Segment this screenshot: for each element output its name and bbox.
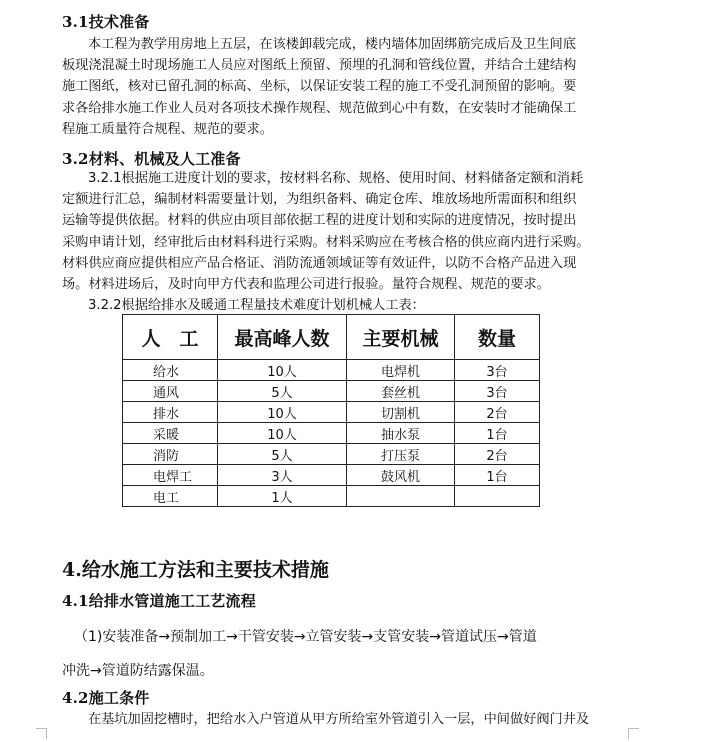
header-labor: 人 工	[123, 315, 218, 360]
paragraph-line: 3.2.1根据施工进度计划的要求，按材料名称、规格、使用时间、材料储备定额和消耗	[88, 171, 584, 186]
paragraph-line: 场。材料进场后，及时向甲方代表和监理公司进行报验。量符合规程、规范的要求。	[62, 277, 550, 293]
header-machinery: 主要机械	[347, 315, 455, 360]
paragraph-line: 冲洗→管道防结露保温。	[62, 663, 214, 679]
page-corner-mark	[628, 728, 639, 739]
cell-machine: 切割机	[347, 402, 455, 423]
paragraph-line: （1)安装准备→预制加工→干管安装→立管安装→支管安装→管道试压→管道	[74, 629, 537, 645]
cell-machine	[347, 486, 455, 507]
paragraph-line: 程施工质量符合规程、规范的要求。	[62, 121, 273, 137]
section-3-1-body	[62, 34, 622, 140]
cell-qty: 2台	[455, 402, 540, 423]
cell-labor: 电工	[123, 486, 218, 507]
cell-machine: 鼓风机	[347, 465, 455, 486]
section-4-1-heading: 4.1给排水管道施工工艺流程	[62, 592, 256, 610]
cell-labor: 排水	[123, 402, 218, 423]
cell-labor: 电焊工	[123, 465, 218, 486]
cell-qty	[455, 486, 540, 507]
cell-count: 1人	[218, 486, 347, 507]
cell-qty: 1台	[455, 465, 540, 486]
cell-qty: 2台	[455, 444, 540, 465]
cell-labor: 给水	[123, 360, 218, 381]
header-peak-count: 最高峰人数	[218, 315, 347, 360]
section-4-heading: 4.给水施工方法和主要技术措施	[62, 559, 329, 581]
table-row	[123, 381, 540, 402]
table-row	[123, 360, 540, 381]
cell-count: 5人	[218, 444, 347, 465]
table-header-row	[123, 315, 540, 360]
cell-count: 10人	[218, 402, 347, 423]
section-3-2-heading: 3.2材料、机械及人工准备	[62, 150, 241, 168]
cell-qty: 1台	[455, 423, 540, 444]
table-row	[123, 465, 540, 486]
cell-machine: 抽水泵	[347, 423, 455, 444]
paragraph-line: 运输等提供依据。材料的供应由项目部依据工程的进度计划和实际的进度情况，按时提出	[62, 213, 577, 229]
table-intro: 3.2.2根据给排水及暖通工程量技术难度计划机械人工表：	[88, 298, 425, 314]
page-corner-mark	[36, 728, 47, 739]
section-3-2-body	[62, 168, 622, 316]
cell-count: 5人	[218, 381, 347, 402]
paragraph-line: 求各给排水施工作业人员对各项技术操作规程、规范做到心中有数，在安装时才能确保工	[62, 100, 577, 116]
table-row	[123, 402, 540, 423]
cell-count: 10人	[218, 423, 347, 444]
labor-machinery-table	[122, 314, 540, 507]
paragraph-line: 材料供应商应提供相应产品合格证、消防流通领域证等有效证件，以防不合格产品进入现	[62, 255, 577, 271]
paragraph-line: 板现浇混凝土时现场施工人员应对图纸上预留、预埋的孔洞和管线位置，并结合土建结构	[62, 58, 577, 74]
section-4-2-body	[62, 709, 622, 730]
cell-qty: 3台	[455, 381, 540, 402]
cell-count: 3人	[218, 465, 347, 486]
cell-labor: 采暖	[123, 423, 218, 444]
cell-machine: 套丝机	[347, 381, 455, 402]
cell-machine: 电焊机	[347, 360, 455, 381]
table-row	[123, 486, 540, 507]
paragraph-line: 施工图纸，核对已留孔洞的标高、坐标，以保证安装工程的施工不受孔洞预留的影响。要	[62, 79, 577, 95]
cell-count: 10人	[218, 360, 347, 381]
cell-machine: 打压泵	[347, 444, 455, 465]
header-quantity: 数量	[455, 315, 540, 360]
cell-qty: 3台	[455, 360, 540, 381]
paragraph-line: 定额进行汇总，编制材料需要量计划，为组织备料、确定仓库、堆放场地所需面积和组织	[62, 192, 577, 208]
section-4-2-heading: 4.2施工条件	[62, 689, 150, 707]
section-3-1-heading: 3.1技术准备	[62, 13, 150, 31]
paragraph-line: 在基坑加固挖槽时，把给水入户管道从甲方所给室外管道引入一层，中间做好阀门井及	[88, 712, 590, 727]
paragraph-line: 本工程为教学用房地上五层，在该楼卸载完成，楼内墙体加固绑筋完成后及卫生间底	[88, 37, 576, 52]
table-row	[123, 423, 540, 444]
cell-labor: 通风	[123, 381, 218, 402]
paragraph-line: 采购申请计划，经审批后由材料科进行采购。材料采购应在考核合格的供应商内进行采购。	[62, 234, 590, 250]
cell-labor: 消防	[123, 444, 218, 465]
table-row	[123, 444, 540, 465]
section-4-1-body	[62, 620, 622, 688]
